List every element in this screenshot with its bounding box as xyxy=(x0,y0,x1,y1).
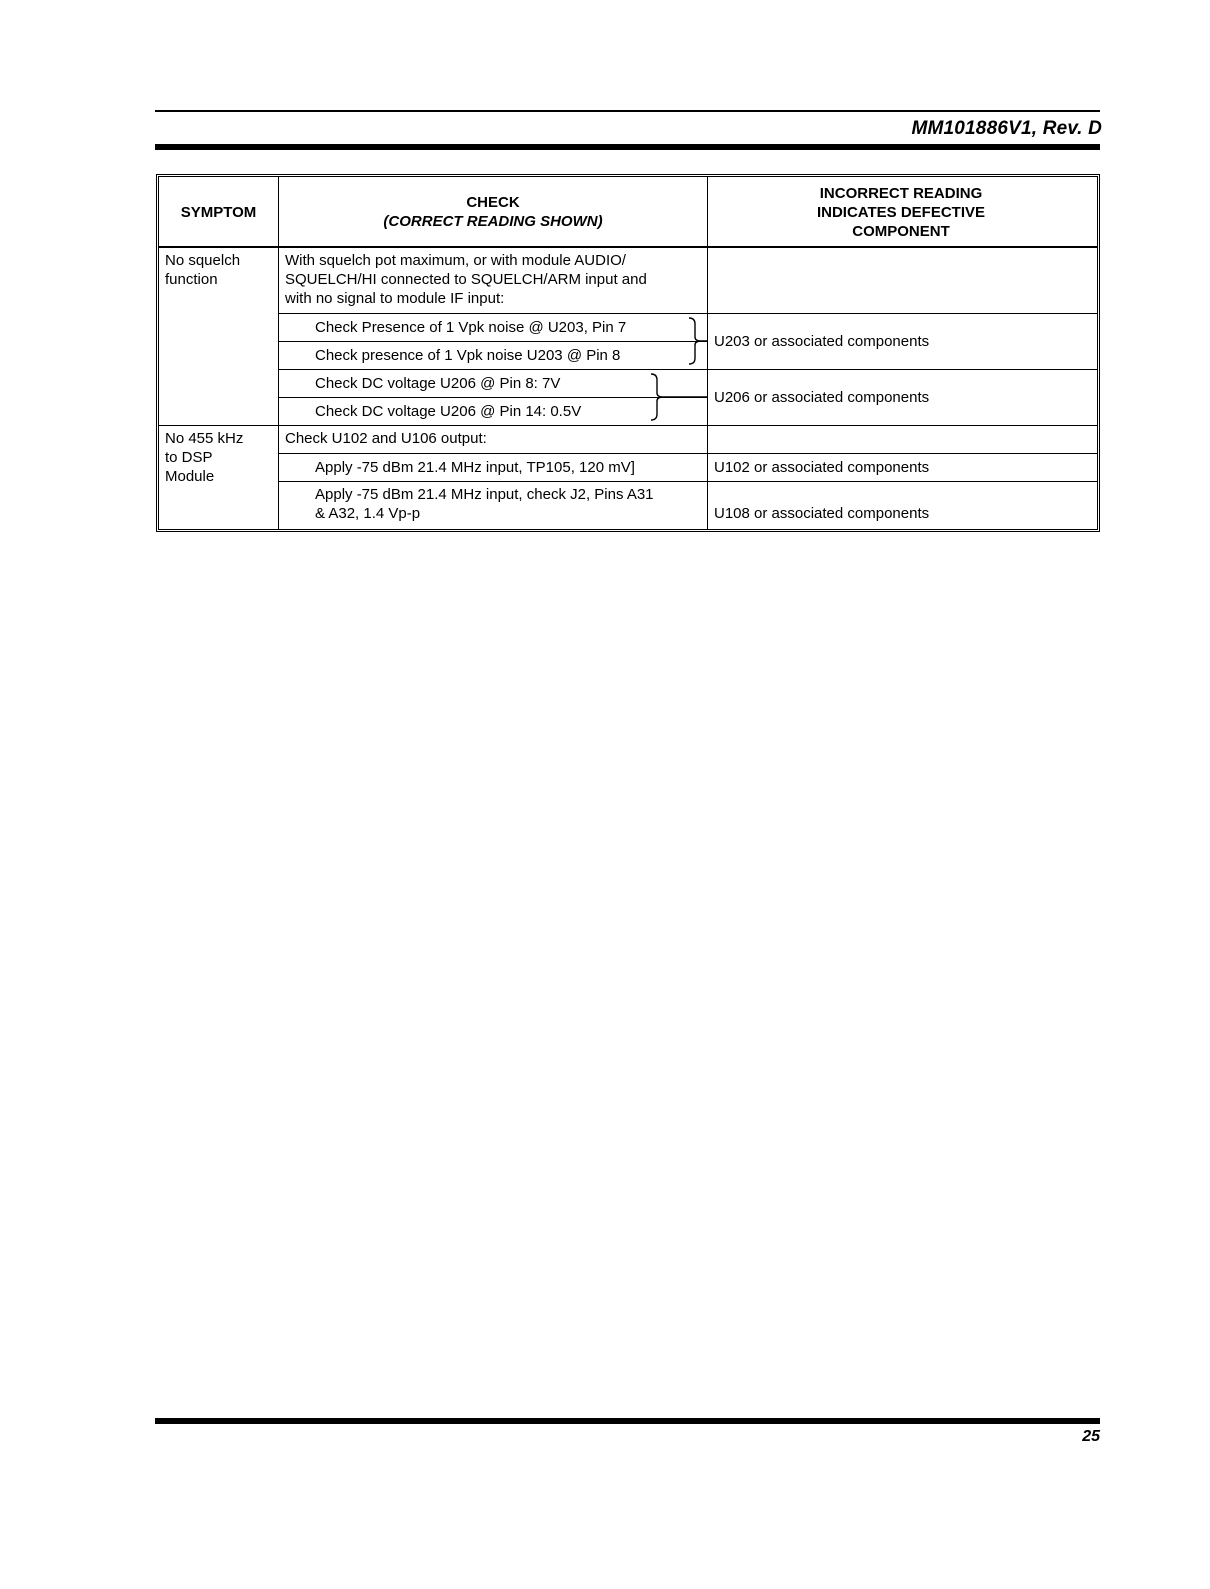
check-j2-line1: Apply -75 dBm 21.4 MHz input, check J2, Pins A31 xyxy=(315,486,654,503)
symptom-no-455khz-line3: Module xyxy=(165,468,215,485)
header-symptom xyxy=(159,177,278,247)
check-j2-line2: & A32, 1.4 Vp-p xyxy=(315,505,421,522)
result-u102: U102 or associated components xyxy=(714,459,930,476)
result-u108: U108 or associated components xyxy=(714,505,930,522)
check-u203-pin7: Check Presence of 1 Vpk noise @ U203, Pin 7 xyxy=(315,319,627,336)
document-id: MM101886V1, Rev. D xyxy=(911,118,1102,139)
header-incorrect-line1: INCORRECT READING xyxy=(819,184,983,202)
symptom-no-squelch-line1: No squelch xyxy=(165,252,241,269)
intro-line1: With squelch pot maximum, or with module AUDIO/ xyxy=(285,252,626,269)
row-divider xyxy=(279,341,707,342)
header-check-note: (CORRECT READING SHOWN) xyxy=(383,213,603,230)
header-divider xyxy=(159,246,1097,248)
symptom-no-455khz-line2: to DSP xyxy=(165,449,213,466)
brace-u203 xyxy=(681,315,721,367)
check-u102-u106-intro: Check U102 and U106 output: xyxy=(285,430,487,447)
intro-line2: SQUELCH/HI connected to SQUELCH/ARM input and xyxy=(285,271,647,288)
row-divider xyxy=(279,369,1097,370)
row-divider xyxy=(279,313,1097,314)
symptom-no-455khz-line1: No 455 kHz xyxy=(165,430,244,447)
result-u203: U203 or associated components xyxy=(714,333,930,350)
header-symptom-label: SYMPTOM xyxy=(180,203,257,221)
header-incorrect-line2: INDICATES DEFECTIVE xyxy=(816,203,986,221)
troubleshooting-table xyxy=(156,174,1100,532)
check-u206-pin14: Check DC voltage U206 @ Pin 14: 0.5V xyxy=(315,403,582,420)
header-check xyxy=(279,177,707,247)
check-tp105: Apply -75 dBm 21.4 MHz input, TP105, 120 mV] xyxy=(315,459,635,476)
symptom-no-squelch-line2: function xyxy=(165,271,218,288)
header-check-label: CHECK xyxy=(466,194,520,211)
row-divider xyxy=(279,481,1097,482)
footer-rule xyxy=(155,1418,1100,1424)
header-incorrect-line3: COMPONENT xyxy=(852,222,950,240)
header-rule-top xyxy=(155,110,1100,112)
intro-line3: with no signal to module IF input: xyxy=(285,290,505,307)
result-u206: U206 or associated components xyxy=(714,389,930,406)
group-divider xyxy=(159,425,1097,426)
check-u206-pin8: Check DC voltage U206 @ Pin 8: 7V xyxy=(315,375,561,392)
page-number: 25 xyxy=(1082,1428,1100,1445)
check-u203-pin8: Check presence of 1 Vpk noise U203 @ Pin 8 xyxy=(315,347,621,364)
header-incorrect xyxy=(708,177,1094,247)
row-divider xyxy=(279,453,1097,454)
header-rule-bottom xyxy=(155,144,1100,150)
brace-u206 xyxy=(643,371,713,423)
